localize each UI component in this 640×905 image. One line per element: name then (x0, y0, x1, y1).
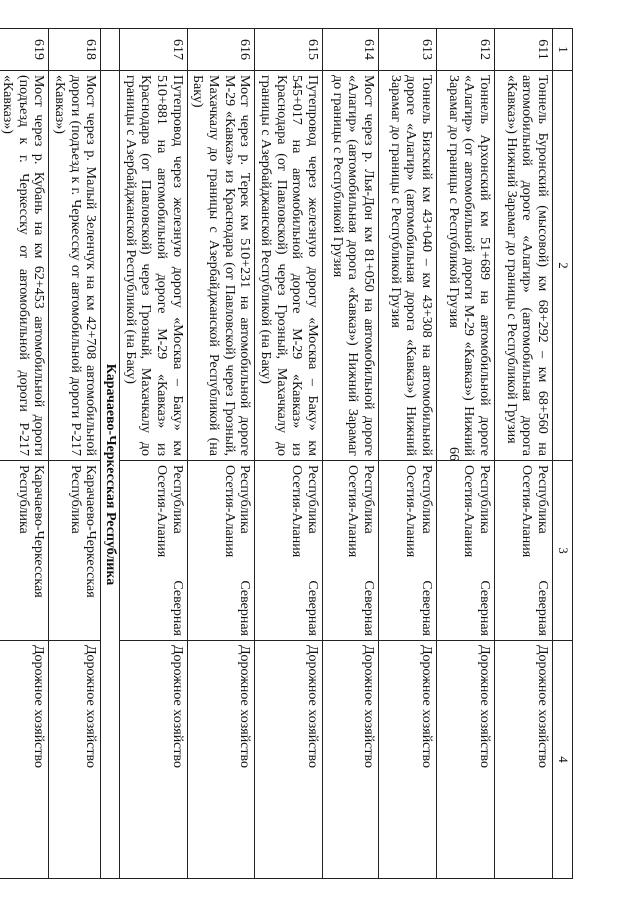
table-row (255, 29, 323, 879)
object-type: Дорожное хозяйство (379, 641, 437, 879)
header-col-4: 4 (553, 641, 573, 879)
object-type: Дорожное хозяйство (495, 641, 553, 879)
table-row (187, 29, 255, 879)
header-col-3: 3 (553, 461, 573, 641)
region-name: Республика Северная Осетия-Алания (495, 461, 553, 641)
row-number: 611 (495, 29, 553, 71)
object-name: Мост через р. Малый Зеленчук на км 42+708 автомобильной дороги (подъезд к г. Черкесску от автомобильной дороги Р-217 «Кавказ») (49, 71, 101, 461)
object-type: Дорожное хозяйство (323, 641, 379, 879)
table-row (323, 29, 379, 879)
region-name: Республика Северная Осетия-Алания (187, 461, 255, 641)
row-number: 618 (49, 29, 101, 71)
table-row (0, 29, 49, 879)
section-spacer (101, 29, 120, 71)
object-type: Дорожное хозяйство (437, 641, 495, 879)
table-row (49, 29, 101, 879)
region-name: Республика Северная Осетия-Алания (379, 461, 437, 641)
object-name: Путепровод через железную дорогу «Москва – Баку» км 545+017 на автомобильной дороге М-29 «Кавказ» из Краснодара (от Павловской) через Грозный, Махачкалу до границы с Азербайджанской Республикой (на Баку) (255, 71, 323, 461)
region-name: Республика Северная Осетия-Алания (437, 461, 495, 641)
object-name: Мост через р. Терек км 510+231 на автомобильной дороге М-29 «Кавказ» из Краснодара (от Павловской) через Грозный, Махачкалу до границы с Азербайджанской Республикой (на Баку) (187, 71, 255, 461)
row-number: 613 (379, 29, 437, 71)
table-row (437, 29, 495, 879)
object-type: Дорожное хозяйство (119, 641, 187, 879)
object-name: Тоннель Бизский км 43+040 – км 43+308 на автомобильной дороге «Алагир» (автомобильная дорога «Кавказ») Нижний Зарамаг до границы с Республикой Грузия (379, 71, 437, 461)
object-name: Мост через р. Лья-Дон км 81+050 на автомобильной дороге «Алагир» (автомобильная дорога «Кавказ») Нижний Зарамаг до границы с Республикой Грузия (323, 71, 379, 461)
page-number: 66 (446, 447, 461, 461)
row-number: 617 (119, 29, 187, 71)
row-number: 615 (255, 29, 323, 71)
object-name: Путепровод через железную дорогу «Москва – Баку» км 510+881 на автомобильной дороге М-29 «Кавказ» из Краснодара (от Павловской) через Грозный, Махачкалу до границы с Азербайджанской Республикой (на Баку) (119, 71, 187, 461)
region-name: Республика Северная Осетия-Алания (119, 461, 187, 641)
table-row (119, 29, 187, 879)
header-col-1: 1 (553, 29, 573, 71)
region-name: Республика Северная Осетия-Алания (323, 461, 379, 641)
region-name: Республика Северная Осетия-Алания (255, 461, 323, 641)
section-title: Карачаево-Черкесская Республика (101, 71, 120, 879)
object-type: Дорожное хозяйство (187, 641, 255, 879)
header-col-2: 2 (553, 71, 573, 461)
table-row (495, 29, 553, 879)
table-row (379, 29, 437, 879)
object-type: Дорожное хозяйство (255, 641, 323, 879)
object-name: Мост через р. Кубань на км 62+453 автомобильной дороги (подъезд к г. Черкесску от автомобильной дороги Р-217 «Кавказ») (0, 71, 49, 461)
table-header-row (553, 29, 573, 879)
object-name: Тоннель Буронский (мысовой) км 68+292 – км 68+560 на автомобильной дороге «Алагир» (автомобильная дорога «Кавказ») Нижний Зарамаг до границы с Республикой Грузия (495, 71, 553, 461)
row-number: 619 (0, 29, 49, 71)
row-number: 614 (323, 29, 379, 71)
object-name: Тоннель Архонский км 51+689 на автомобильной дороге «Алагир» (от автомобильной дороги М-29 «Кавказ») Нижний Зарамаг до границы с Республикой Грузия (437, 71, 495, 461)
row-number: 616 (187, 29, 255, 71)
region-name: Карачаево-Черкесская Республика (49, 461, 101, 641)
region-name: Карачаево-Черкесская Республика (0, 461, 49, 641)
section-row (101, 29, 120, 879)
object-type: Дорожное хозяйство (49, 641, 101, 879)
object-type: Дорожное хозяйство (0, 641, 49, 879)
objects-table (0, 28, 573, 879)
row-number: 612 (437, 29, 495, 71)
